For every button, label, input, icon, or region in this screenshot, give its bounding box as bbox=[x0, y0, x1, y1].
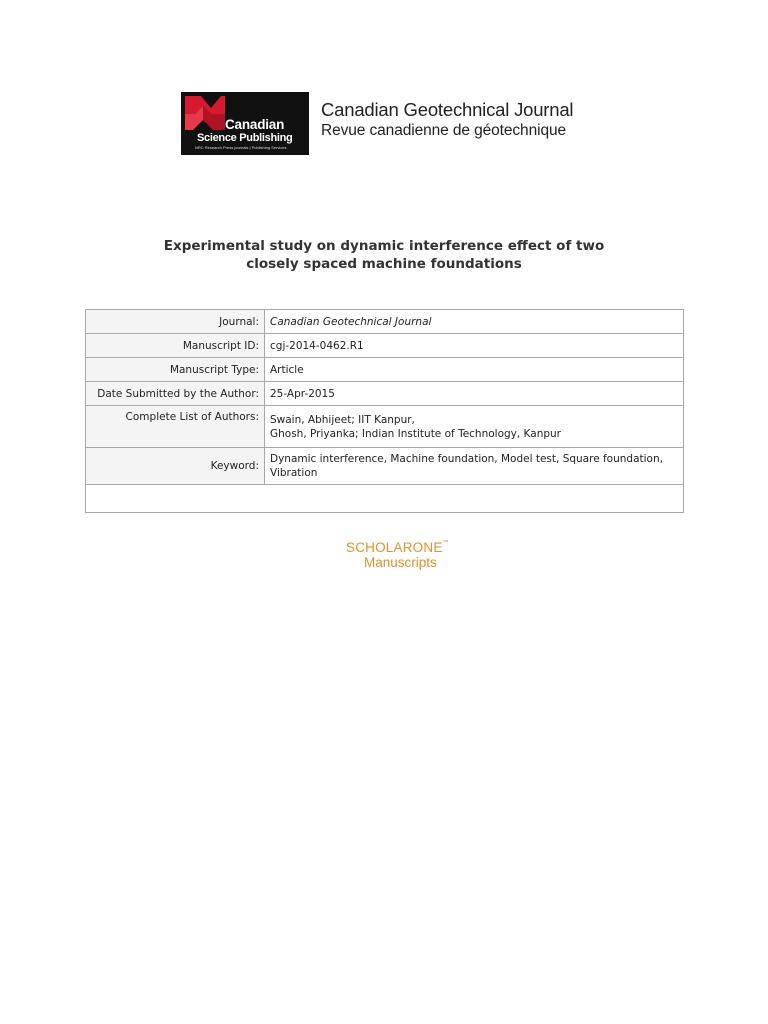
table-row bbox=[86, 334, 684, 358]
paper-title bbox=[100, 237, 668, 273]
date-submitted-value: 25-Apr-2015 bbox=[265, 382, 684, 406]
journal-name-french: Revue canadienne de géotechnique bbox=[321, 122, 567, 139]
row-label: Journal: bbox=[86, 310, 265, 334]
empty-cell bbox=[86, 485, 684, 513]
logo-text-canadian: Canadian bbox=[225, 117, 285, 132]
journal-value: Canadian Geotechnical Journal bbox=[265, 310, 684, 334]
table-row-empty bbox=[86, 485, 684, 513]
scholar-text: SCHOLAR bbox=[346, 540, 413, 555]
manuscript-metadata-table bbox=[85, 309, 684, 513]
manuscripts-text: Manuscripts bbox=[364, 555, 437, 570]
journal-name-english: Canadian Geotechnical Journal bbox=[321, 99, 574, 120]
keyword-line: Vibration bbox=[270, 467, 318, 479]
author-line: Swain, Abhijeet; IIT Kanpur, bbox=[270, 413, 415, 426]
logo-text-tagline: NRC Research Press journals | Publishing Services bbox=[195, 145, 287, 150]
keyword-value bbox=[265, 448, 684, 485]
table-row bbox=[86, 382, 684, 406]
row-label: Keyword: bbox=[86, 448, 265, 485]
canadian-science-publishing-logo bbox=[181, 92, 309, 155]
row-label: Manuscript Type: bbox=[86, 358, 265, 382]
paper-title-line2: closely spaced machine foundations bbox=[246, 256, 522, 272]
scholarone-logo bbox=[346, 540, 449, 570]
author-line: Ghosh, Priyanka; Indian Institute of Technology, Kanpur bbox=[270, 427, 561, 440]
row-label: Complete List of Authors: bbox=[86, 406, 265, 448]
keyword-line: Dynamic interference, Machine foundation, Model test, Square foundation, bbox=[270, 453, 663, 465]
row-label: Date Submitted by the Author: bbox=[86, 382, 265, 406]
logo-text-science-publishing: Science Publishing bbox=[197, 132, 293, 144]
manuscript-type-value: Article bbox=[265, 358, 684, 382]
manuscript-id-value: cgj-2014-0462.R1 bbox=[265, 334, 684, 358]
table-row bbox=[86, 406, 684, 448]
one-text: ONE bbox=[412, 540, 443, 555]
paper-title-line1: Experimental study on dynamic interference effect of two bbox=[163, 238, 605, 254]
row-label: Manuscript ID: bbox=[86, 334, 265, 358]
table-row bbox=[86, 448, 684, 485]
table-row bbox=[86, 310, 684, 334]
authors-value bbox=[265, 406, 684, 448]
scholarone-wordmark bbox=[346, 540, 449, 555]
trademark-text: ™ bbox=[442, 540, 449, 546]
table-row bbox=[86, 358, 684, 382]
journal-header bbox=[181, 92, 581, 156]
